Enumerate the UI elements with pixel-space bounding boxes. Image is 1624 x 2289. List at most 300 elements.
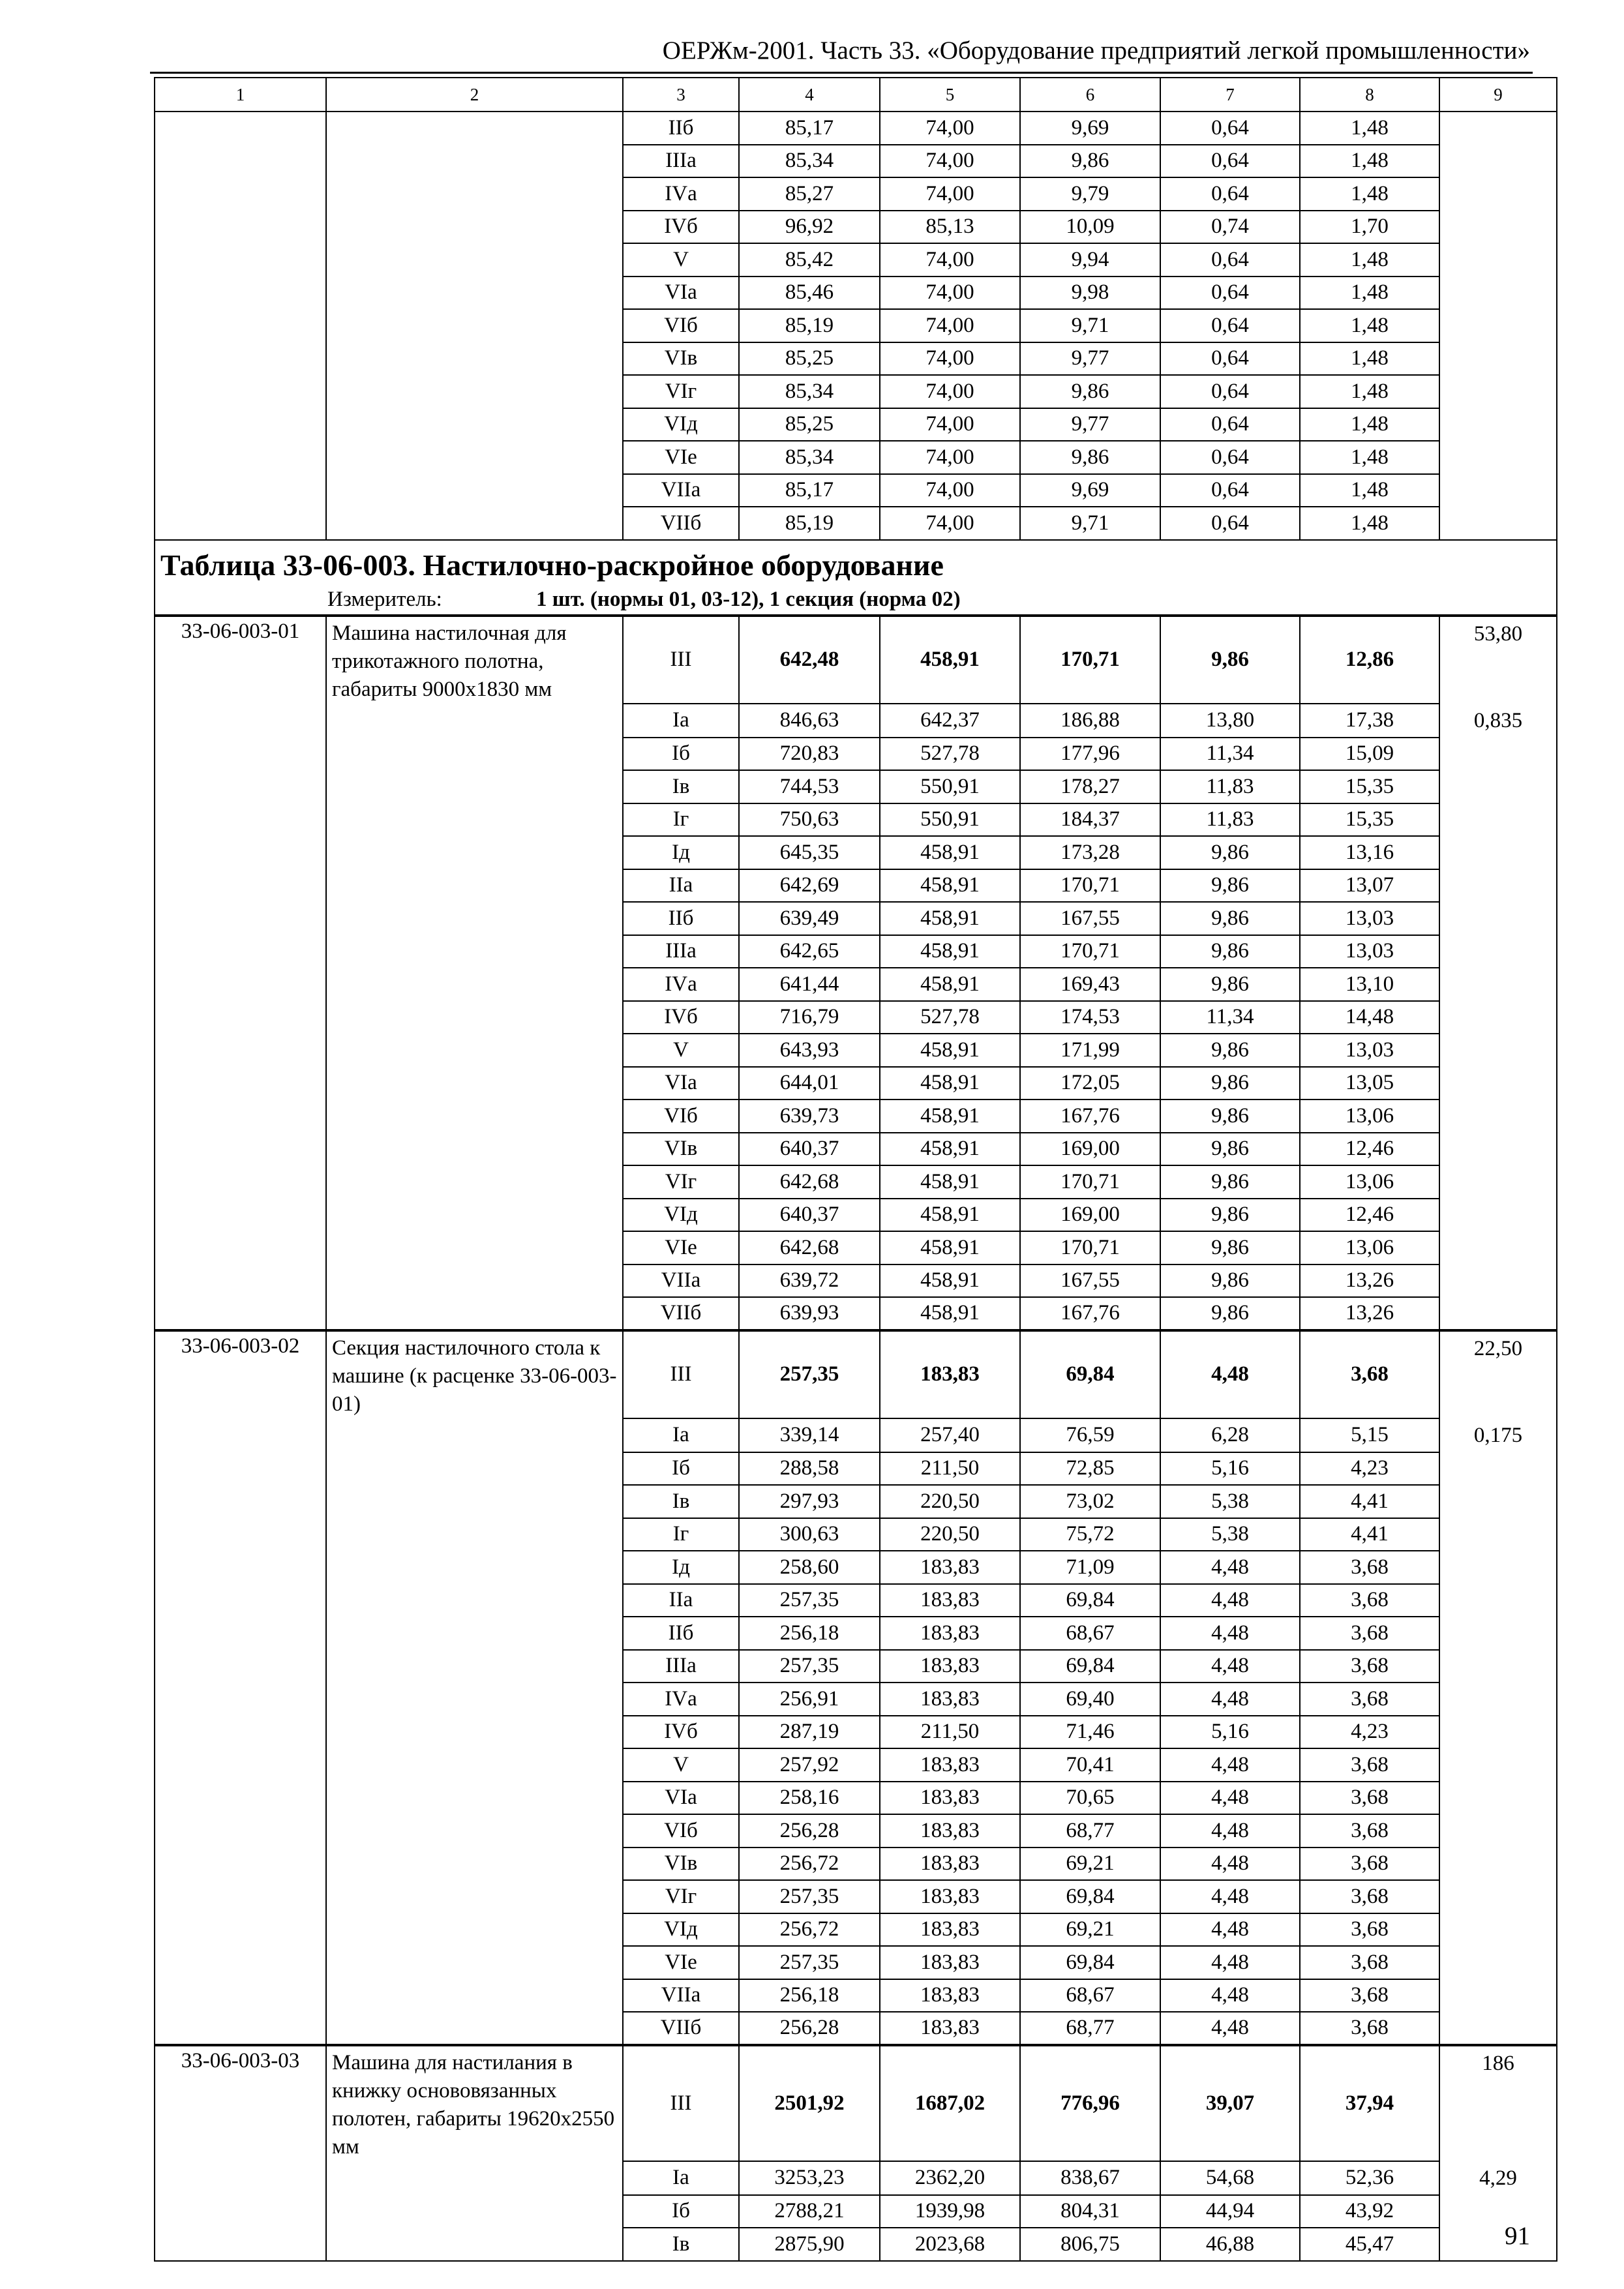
extra-cell [1439,803,1557,837]
value-cell: 4,48 [1160,1913,1300,1947]
name-cell [326,145,623,178]
extra-cell [1439,211,1557,244]
code-cell [155,2195,326,2228]
value-cell: 1,48 [1300,277,1439,310]
code-cell [155,342,326,376]
zone-cell: V [623,1034,739,1067]
name-cell [326,1418,623,1452]
code-cell [155,1199,326,1232]
value-cell: 257,35 [739,1584,880,1617]
extra-cell [1439,1814,1557,1848]
value-cell: 3,68 [1300,1913,1439,1947]
value-cell: 70,41 [1020,1748,1160,1782]
extra-cell [1439,1485,1557,1518]
value-cell: 74,00 [880,112,1020,145]
value-cell: 69,21 [1020,1913,1160,1947]
table-row [155,1551,1557,1584]
value-cell: 178,27 [1020,770,1160,803]
value-cell: 68,67 [1020,1617,1160,1650]
value-cell: 74,00 [880,309,1020,342]
value-cell: 9,77 [1020,342,1160,376]
table-row [155,441,1557,474]
value-cell: 458,91 [880,968,1020,1001]
value-cell: 750,63 [739,803,880,837]
zone-cell: IVа [623,177,739,211]
value-cell: 9,94 [1020,243,1160,277]
zone-cell: VIе [623,1946,739,1979]
extra-cell [1439,836,1557,869]
value-cell: 458,91 [880,869,1020,903]
zone-cell: VIд [623,408,739,441]
value-cell: 85,25 [739,408,880,441]
code-cell [155,375,326,408]
page-header-title: ОЕРЖм-2001. Часть 33. «Оборудование предприятий легкой промышленности» [662,37,1530,65]
zone-cell: VIв [623,1848,739,1881]
value-cell: 9,86 [1020,441,1160,474]
code-cell [155,1551,326,1584]
value-cell: 13,03 [1300,935,1439,968]
value-cell: 1,70 [1300,211,1439,244]
code-cell [155,1946,326,1979]
value-cell: 96,92 [739,211,880,244]
extra-cell [1439,1979,1557,2012]
value-cell: 39,07 [1160,2045,1300,2161]
value-cell: 9,86 [1160,1067,1300,1100]
value-cell: 258,16 [739,1782,880,1815]
zone-cell: Iв [623,2228,739,2261]
value-cell: 2362,20 [880,2161,1020,2195]
name-cell [326,1001,623,1034]
value-cell: 46,88 [1160,2228,1300,2261]
column-number-cell: 4 [739,78,880,112]
name-cell [326,277,623,310]
value-cell: 15,35 [1300,803,1439,837]
value-cell: 640,37 [739,1133,880,1166]
name-cell [326,1100,623,1133]
value-cell: 9,71 [1020,309,1160,342]
name-cell [326,375,623,408]
code-cell [155,1165,326,1199]
value-cell: 256,72 [739,1848,880,1881]
code-cell [155,2228,326,2261]
extra-cell [1439,1133,1557,1166]
zone-cell: VIг [623,1880,739,1913]
table-row [155,836,1557,869]
value-cell: 170,71 [1020,935,1160,968]
zone-cell: IVб [623,1716,739,1749]
value-cell: 2023,68 [880,2228,1020,2261]
extra-cell [1439,1165,1557,1199]
value-cell: 183,83 [880,1880,1020,1913]
value-cell: 257,35 [739,1330,880,1418]
code-cell [155,770,326,803]
extra-cell [1439,1683,1557,1716]
table-row [155,1418,1557,1452]
value-cell: 2501,92 [739,2045,880,2161]
extra-cell [1439,1716,1557,1749]
value-cell: 68,67 [1020,1979,1160,2012]
table-row [155,1165,1557,1199]
value-cell: 69,84 [1020,1584,1160,1617]
value-cell: 170,71 [1020,616,1160,704]
value-cell: 85,27 [739,177,880,211]
value-cell: 4,48 [1160,1782,1300,1815]
value-cell: 4,23 [1300,1452,1439,1486]
name-cell [326,1264,623,1298]
value-cell: 13,80 [1160,704,1300,738]
value-cell: 1,48 [1300,243,1439,277]
value-cell: 9,86 [1020,375,1160,408]
value-cell: 0,64 [1160,177,1300,211]
value-cell: 846,63 [739,704,880,738]
zone-cell: IIб [623,902,739,935]
value-cell: 4,48 [1160,2012,1300,2045]
code-cell [155,243,326,277]
table-row [155,1330,1557,1418]
zone-cell: IIIа [623,1650,739,1683]
table-row [155,968,1557,1001]
value-cell: 11,34 [1160,738,1300,771]
code-cell [155,112,326,145]
name-cell [326,968,623,1001]
code-cell [155,1133,326,1166]
value-cell: 183,83 [880,1683,1020,1716]
name-cell [326,738,623,771]
value-cell: 1,48 [1300,177,1439,211]
code-cell [155,1782,326,1815]
zone-cell: IIа [623,1584,739,1617]
value-cell: 37,94 [1300,2045,1439,2161]
table-row [155,1297,1557,1330]
code-cell [155,1001,326,1034]
value-cell: 170,71 [1020,869,1160,903]
table-row [155,1650,1557,1683]
extra-cell [1439,474,1557,507]
value-cell: 167,76 [1020,1100,1160,1133]
extra-cell [1439,177,1557,211]
extra-cell [1439,738,1557,771]
extra-cell [1439,408,1557,441]
name-cell [326,1979,623,2012]
code-cell [155,836,326,869]
extra-cell: 53,80 [1439,616,1557,704]
value-cell: 644,01 [739,1067,880,1100]
value-cell: 85,17 [739,112,880,145]
value-cell: 0,64 [1160,145,1300,178]
rate-code: 33-06-003-03 [155,2045,326,2161]
code-cell [155,145,326,178]
value-cell: 1,48 [1300,342,1439,376]
value-cell: 68,77 [1020,1814,1160,1848]
extra-cell [1439,375,1557,408]
code-cell [155,1814,326,1848]
value-cell: 9,86 [1160,869,1300,903]
measurer-label: Измеритель: [327,588,442,611]
table-row [155,1485,1557,1518]
extra-cell [1439,869,1557,903]
value-cell: 0,64 [1160,277,1300,310]
name-cell [326,1034,623,1067]
value-cell: 257,92 [739,1748,880,1782]
code-cell [155,935,326,968]
value-cell: 183,83 [880,2012,1020,2045]
extra-cell [1439,2012,1557,2045]
value-cell: 9,77 [1020,408,1160,441]
code-cell [155,2012,326,2045]
value-cell: 13,10 [1300,968,1439,1001]
name-cell [326,935,623,968]
value-cell: 2875,90 [739,2228,880,2261]
value-cell: 4,48 [1160,1979,1300,2012]
zone-cell: VIг [623,375,739,408]
value-cell: 744,53 [739,770,880,803]
value-cell: 1939,98 [880,2195,1020,2228]
zone-cell: VIIб [623,2012,739,2045]
value-cell: 173,28 [1020,836,1160,869]
zone-cell: Iв [623,770,739,803]
code-cell [155,1683,326,1716]
value-cell: 17,38 [1300,704,1439,738]
value-cell: 642,68 [739,1165,880,1199]
value-cell: 3,68 [1300,1683,1439,1716]
name-cell [326,770,623,803]
name-cell [326,803,623,837]
value-cell: 4,23 [1300,1716,1439,1749]
table-row [155,1199,1557,1232]
table-row [155,112,1557,145]
code-cell [155,1848,326,1881]
column-number-cell: 9 [1439,78,1557,112]
value-cell: 174,53 [1020,1001,1160,1034]
table-row [155,375,1557,408]
value-cell: 184,37 [1020,803,1160,837]
value-cell: 550,91 [880,803,1020,837]
value-cell: 171,99 [1020,1034,1160,1067]
value-cell: 3253,23 [739,2161,880,2195]
name-cell [326,1067,623,1100]
value-cell: 1,48 [1300,375,1439,408]
name-cell [326,1650,623,1683]
table-row [155,935,1557,968]
value-cell: 458,91 [880,1199,1020,1232]
extra-cell [1439,1551,1557,1584]
extra-cell [1439,1001,1557,1034]
value-cell: 0,64 [1160,375,1300,408]
value-cell: 4,41 [1300,1485,1439,1518]
extra-cell: 4,29 [1439,2161,1557,2195]
value-cell: 257,35 [739,1946,880,1979]
table-row [155,309,1557,342]
zone-cell: VIа [623,277,739,310]
zone-cell: IVа [623,1683,739,1716]
value-cell: 1,48 [1300,145,1439,178]
zone-cell: V [623,1748,739,1782]
code-cell [155,507,326,540]
table-row [155,2045,1557,2161]
value-cell: 9,86 [1160,1264,1300,1298]
value-cell: 170,71 [1020,1231,1160,1264]
name-cell [326,1165,623,1199]
zone-cell: VIIб [623,1297,739,1330]
table-row [155,1067,1557,1100]
equipment-name: Машина для настилания в книжку основовязанных полотен, габариты 19620х2550 мм [326,2045,623,2161]
extra-cell [1439,112,1557,145]
zone-cell: VIд [623,1913,739,1947]
zone-cell: Iб [623,1452,739,1486]
extra-cell [1439,1100,1557,1133]
value-cell: 13,06 [1300,1231,1439,1264]
value-cell: 256,91 [739,1683,880,1716]
value-cell: 13,16 [1300,836,1439,869]
name-cell [326,1297,623,1330]
table-row [155,1979,1557,2012]
table-row [155,1880,1557,1913]
value-cell: 170,71 [1020,1165,1160,1199]
value-cell: 458,91 [880,1264,1020,1298]
code-cell [155,1748,326,1782]
value-cell: 639,73 [739,1100,880,1133]
value-cell: 183,83 [880,1330,1020,1418]
value-cell: 169,00 [1020,1199,1160,1232]
zone-cell: VIг [623,1165,739,1199]
extra-cell [1439,1452,1557,1486]
extra-cell [1439,507,1557,540]
value-cell: 14,48 [1300,1001,1439,1034]
name-cell [326,309,623,342]
value-cell: 1,48 [1300,507,1439,540]
value-cell: 12,46 [1300,1199,1439,1232]
table-row [155,1913,1557,1947]
value-cell: 3,68 [1300,1330,1439,1418]
column-number-cell: 1 [155,78,326,112]
value-cell: 257,40 [880,1418,1020,1452]
code-cell [155,1231,326,1264]
name-cell [326,112,623,145]
value-cell: 2788,21 [739,2195,880,2228]
value-cell: 4,48 [1160,1551,1300,1584]
column-number-cell: 6 [1020,78,1160,112]
value-cell: 85,46 [739,277,880,310]
value-cell: 0,64 [1160,441,1300,474]
value-cell: 9,69 [1020,112,1160,145]
value-cell: 5,15 [1300,1418,1439,1452]
name-cell [326,441,623,474]
value-cell: 85,25 [739,342,880,376]
value-cell: 4,41 [1300,1518,1439,1551]
value-cell: 256,18 [739,1617,880,1650]
value-cell: 85,42 [739,243,880,277]
extra-cell [1439,441,1557,474]
code-cell [155,1979,326,2012]
table-row [155,1683,1557,1716]
name-cell [326,474,623,507]
value-cell: 639,72 [739,1264,880,1298]
extra-cell [1439,1748,1557,1782]
value-cell: 169,00 [1020,1133,1160,1166]
table-row [155,1748,1557,1782]
extra-cell [1439,243,1557,277]
value-cell: 3,68 [1300,1946,1439,1979]
extra-cell [1439,935,1557,968]
header-rule [150,72,1533,74]
table-row [155,1518,1557,1551]
table-row [155,738,1557,771]
code-cell [155,1100,326,1133]
name-cell [326,1848,623,1881]
value-cell: 3,68 [1300,2012,1439,2045]
value-cell: 3,68 [1300,1782,1439,1815]
value-cell: 220,50 [880,1518,1020,1551]
value-cell: 183,83 [880,1848,1020,1881]
value-cell: 69,40 [1020,1683,1160,1716]
value-cell: 527,78 [880,738,1020,771]
value-cell: 71,09 [1020,1551,1160,1584]
name-cell [326,2228,623,2261]
value-cell: 74,00 [880,474,1020,507]
value-cell: 183,83 [880,1979,1020,2012]
value-cell: 75,72 [1020,1518,1160,1551]
value-cell: 69,84 [1020,1946,1160,1979]
table-row [155,1848,1557,1881]
section-title: Таблица 33-06-003. Настилочно-раскройное оборудование [155,540,1557,586]
value-cell: 458,91 [880,1231,1020,1264]
column-number-cell: 5 [880,78,1020,112]
extra-cell [1439,1034,1557,1067]
value-cell: 776,96 [1020,2045,1160,2161]
name-cell [326,2195,623,2228]
extra-cell [1439,1264,1557,1298]
value-cell: 458,91 [880,1297,1020,1330]
zone-cell: VIIа [623,1979,739,2012]
zone-cell: IVа [623,968,739,1001]
table-row [155,2195,1557,2228]
equipment-name: Секция настилочного стола к машине (к расценке 33-06-003-01) [326,1330,623,1418]
value-cell: 9,86 [1160,935,1300,968]
value-cell: 458,91 [880,836,1020,869]
value-cell: 3,68 [1300,1584,1439,1617]
value-cell: 458,91 [880,1165,1020,1199]
value-cell: 9,86 [1160,1231,1300,1264]
zone-cell: III [623,616,739,704]
value-cell: 73,02 [1020,1485,1160,1518]
extra-cell [1439,1946,1557,1979]
value-cell: 76,59 [1020,1418,1160,1452]
value-cell: 9,86 [1160,1165,1300,1199]
value-cell: 641,44 [739,968,880,1001]
zone-cell: VIе [623,441,739,474]
table-row [155,277,1557,310]
extra-cell [1439,1518,1557,1551]
value-cell: 183,83 [880,1782,1020,1815]
value-cell: 4,48 [1160,1330,1300,1418]
column-number-cell: 7 [1160,78,1300,112]
extra-cell [1439,277,1557,310]
value-cell: 838,67 [1020,2161,1160,2195]
value-cell: 256,18 [739,1979,880,2012]
value-cell: 9,86 [1160,836,1300,869]
value-cell: 0,74 [1160,211,1300,244]
extra-cell [1439,968,1557,1001]
value-cell: 6,28 [1160,1418,1300,1452]
value-cell: 177,96 [1020,738,1160,771]
value-cell: 5,16 [1160,1716,1300,1749]
value-cell: 9,86 [1160,902,1300,935]
value-cell: 9,86 [1160,1199,1300,1232]
value-cell: 4,48 [1160,1880,1300,1913]
table-row [155,211,1557,244]
extra-cell [1439,770,1557,803]
name-cell [326,211,623,244]
